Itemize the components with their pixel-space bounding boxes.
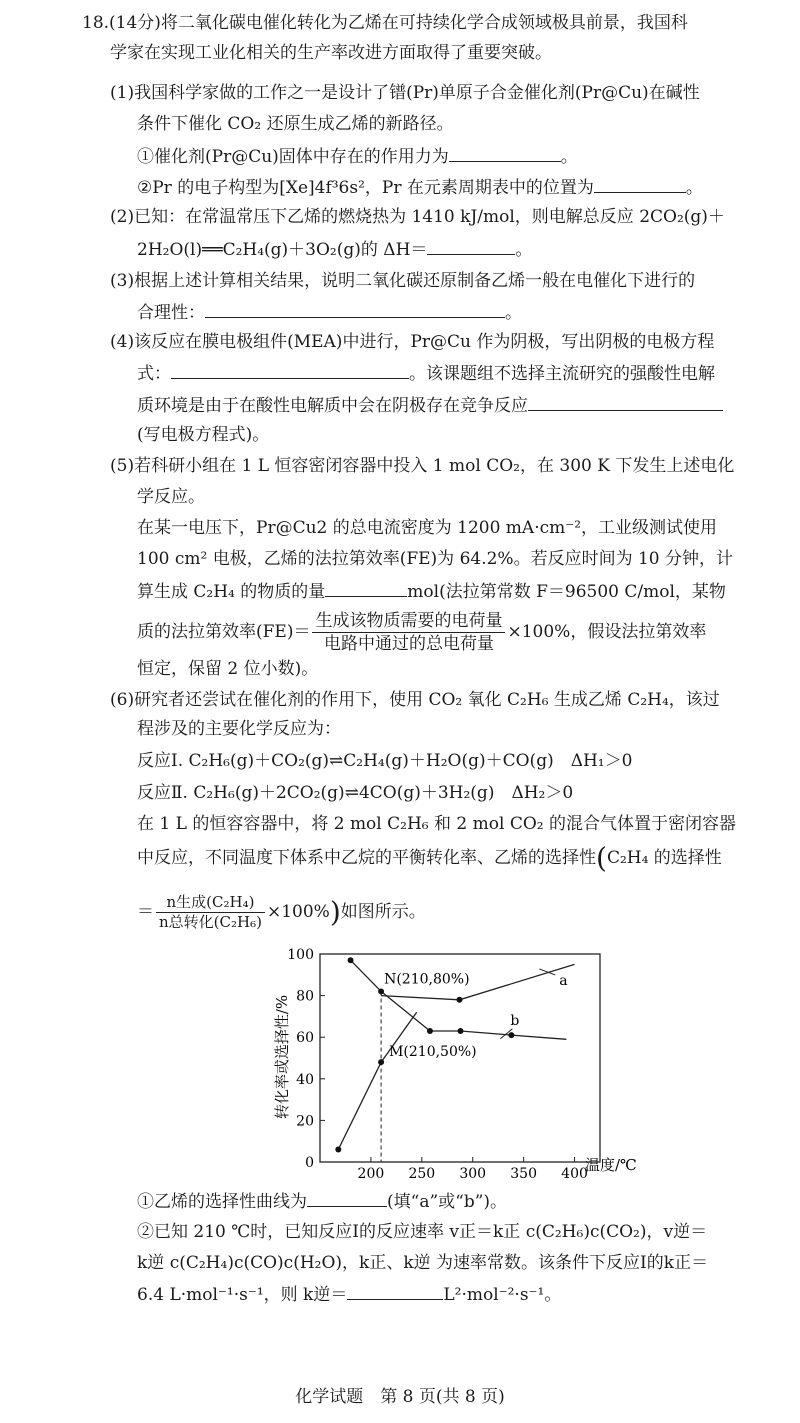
answer-blank-9[interactable] <box>347 1283 443 1300</box>
sub1-line <box>137 1190 507 1213</box>
answer-blank-1[interactable] <box>449 145 561 162</box>
part3-line-b: 合理性： 。 <box>137 303 522 323</box>
sub1-pre: ①乙烯的选择性曲线为 <box>137 1192 307 1212</box>
reaction-1: 反应Ⅰ. C₂H₆(g)＋CO₂(g)⇌C₂H₄(g)＋H₂O(g)＋CO(g) ΔH₁＞0 <box>137 751 633 771</box>
part3-b-text: 合理性： <box>137 303 205 323</box>
part1-line-b: 条件下催化 CO₂ 还原生成乙烯的新路径。 <box>137 114 454 134</box>
series-point-conversion <box>378 1059 384 1065</box>
question-header-2: 学家在实现工业化相关的生产率改进方面取得了重要突破。 <box>110 43 552 63</box>
answer-blank-2[interactable] <box>594 176 686 193</box>
series-point-b <box>427 1028 433 1034</box>
part5-line-d: 100 cm² 电极，乙烯的法拉第效率(FE)为 64.2%。若反应时间为 10 分钟，计 <box>137 549 734 569</box>
part5-line-g: 恒定，保留 2 位小数)。 <box>137 659 319 679</box>
selectivity-fraction <box>156 893 265 932</box>
fe-numerator: 生成该物质需要的电荷量 <box>312 610 505 633</box>
series-point-conversion <box>335 1147 341 1153</box>
part1-d-text: ②Pr 的电子构型为[Xe]4f³6s²，Pr 在元素周期表中的位置为 <box>137 178 594 198</box>
part2-line-a: (2)已知：在常温常压下乙烯的燃烧热为 1410 kJ/mol，则电解总反应 2CO₂(g)＋ <box>110 207 725 227</box>
part2-b-text: 2H₂O(l)══C₂H₄(g)＋3O₂(g)的 ΔH＝ <box>137 240 428 260</box>
part3-line-a: (3)根据上述计算相关结果，说明二氧化碳还原制备乙烯一般在电催化下进行的 <box>110 271 696 291</box>
chart-annotations <box>384 969 568 1060</box>
part2-line-b: 2H₂O(l)══C₂H₄(g)＋3O₂(g)的 ΔH＝ 。 <box>137 240 533 260</box>
x-tick-label: 300 <box>459 1166 487 1182</box>
x-tick-label: 200 <box>357 1166 385 1182</box>
part5-e-pre: 算生成 C₂H₄ 的物质的量 <box>137 582 326 602</box>
part5-line-b: 学反应。 <box>137 487 205 507</box>
part6-line-b: 程涉及的主要化学反应为： <box>137 719 341 739</box>
part5-line-a: (5)若科研小组在 1 L 恒容密闭容器中投入 1 mol CO₂，在 300 K 下发生上述电化 <box>110 456 735 476</box>
part5-line-f <box>137 610 706 655</box>
part5-f-pre: 质的法拉第效率(FE)＝ <box>137 622 311 642</box>
part6-d-paren: C₂H₄ 的选择性 <box>606 848 722 868</box>
label-b: b <box>510 1012 520 1029</box>
part4-line-b <box>137 362 715 385</box>
part6-d-text: 中反应，不同温度下体系中乙烷的平衡转化率、乙烯的选择性 <box>137 848 596 868</box>
y-tick-label: 40 <box>296 1071 314 1088</box>
part4-b-post: 。该课题组不选择主流研究的强酸性电解 <box>409 364 715 384</box>
series-point-b <box>378 988 384 994</box>
series-line-conversion <box>338 1012 416 1149</box>
part6-line-a: (6)研究者还尝试在催化剂的作用下，使用 CO₂ 氧化 C₂H₆ 生成乙烯 C₂H₄，该过 <box>110 690 720 710</box>
annotation-N: N(210,80%) <box>384 971 470 988</box>
part4-line-c <box>137 394 723 417</box>
y-axis-label: 转化率或选择性/% <box>273 994 291 1120</box>
part4-line-d: (写电极方程式)。 <box>137 425 270 445</box>
x-tick-label: 350 <box>510 1166 538 1182</box>
part5-e-post: mol(法拉第常数 F＝96500 C/mol，某物 <box>407 582 726 602</box>
answer-blank-8[interactable] <box>307 1190 387 1207</box>
fe-fraction <box>312 610 505 655</box>
part6-line-d: 中反应，不同温度下体系中乙烷的平衡转化率、乙烯的选择性(C₂H₄ 的选择性 <box>137 841 722 875</box>
answer-blank-3[interactable] <box>427 238 515 255</box>
sub2-c-pre: 6.4 L·mol⁻¹·s⁻¹，则 k逆＝ <box>137 1285 348 1305</box>
x-tick-label: 250 <box>408 1166 436 1182</box>
part1-line-d: ②Pr 的电子构型为[Xe]4f³6s²，Pr 在元素周期表中的位置为 。 <box>137 178 703 198</box>
part4-b-pre: 式： <box>137 364 171 384</box>
part6-e-tail: 如图所示。 <box>340 902 426 922</box>
part5-f-post: ×100%，假设法拉第效率 <box>507 622 707 642</box>
x-tick-label: 400 <box>561 1166 588 1182</box>
equilibrium-chart <box>0 942 800 1182</box>
part5-line-c: 在某一电压下，Pr@Cu2 的总电流密度为 1200 mA·cm⁻²，工业级测试使用 <box>137 518 718 538</box>
y-tick-label: 80 <box>296 988 314 1005</box>
selectivity-numerator: n生成(C₂H₄) <box>156 893 265 913</box>
fe-denominator: 电路中通过的总电荷量 <box>323 634 494 654</box>
annotation-M: M(210,50%) <box>389 1044 477 1061</box>
y-tick-label: 100 <box>287 947 314 963</box>
part4-line-a: (4)该反应在膜电极组件(MEA)中进行，Pr@Cu 作为阴极，写出阴极的电极方程 <box>110 332 715 352</box>
answer-blank-5[interactable] <box>171 362 409 379</box>
sub2-line-a: ②已知 210 ℃时，已知反应Ⅰ的反应速率 v正＝k正 c(C₂H₆)c(CO₂)，v逆＝ <box>137 1222 708 1242</box>
question-header: 18.(14分)将二氧化碳电催化转化为乙烯在可持续化学合成领域极具前景，我国科 <box>82 13 688 33</box>
y-tick-label: 20 <box>296 1113 314 1130</box>
part6-e-pre: ＝ <box>137 902 154 922</box>
y-tick-label: 0 <box>305 1155 314 1171</box>
series-point-b <box>458 1028 464 1034</box>
y-tick-label: 60 <box>296 1030 314 1047</box>
part1-line-c: ①催化剂(Pr@Cu)固体中存在的作用力为 。 <box>137 147 578 167</box>
sub2-line-c <box>137 1283 561 1306</box>
sub1-post: (填“a”或“b”)。 <box>387 1192 508 1212</box>
answer-blank-6[interactable] <box>528 394 723 411</box>
part1-c-text: ①催化剂(Pr@Cu)固体中存在的作用力为 <box>137 147 449 167</box>
part6-e-post: ×100% <box>266 902 330 922</box>
part1-line-a: (1)我国科学家做的工作之一是设计了镨(Pr)单原子合金催化剂(Pr@Cu)在碱性 <box>110 83 700 103</box>
answer-blank-4[interactable] <box>205 301 505 318</box>
series-point-b <box>348 957 354 963</box>
answer-blank-7[interactable] <box>325 580 407 597</box>
x-axis-label: 温度/℃ <box>585 1156 637 1174</box>
part6-line-e: ＝ $\frac{\text{n生成(C₂H₄)}}{\text{n总转化(C₂H₆)}}$ ×100%)如图所示。 <box>137 893 426 931</box>
selectivity-denominator: n总转化(C₂H₆) <box>159 913 262 931</box>
part6-line-c: 在 1 L 的恒容容器中，将 2 mol C₂H₆ 和 2 mol CO₂ 的混合气体置于密闭容器 <box>137 814 736 834</box>
label-a: a <box>559 972 568 989</box>
sub2-line-b: k逆 c(C₂H₄)c(CO)c(H₂O)，k正、k逆 为速率常数。该条件下反应Ⅰ的k正＝ <box>137 1253 709 1273</box>
series-point-a <box>456 997 462 1003</box>
series-point-b <box>508 1032 514 1038</box>
sub2-c-post: L²·mol⁻²·s⁻¹。 <box>443 1285 562 1305</box>
reaction-2: 反应Ⅱ. C₂H₆(g)＋2CO₂(g)⇌4CO(g)＋3H₂(g) ΔH₂＞0 <box>137 783 574 803</box>
part4-c-text: 质环境是由于在酸性电解质中会在阴极存在竞争反应 <box>137 396 528 416</box>
page-footer: 化学试题 第 8 页(共 8 页) <box>295 1387 505 1407</box>
part5-line-e <box>137 580 726 603</box>
